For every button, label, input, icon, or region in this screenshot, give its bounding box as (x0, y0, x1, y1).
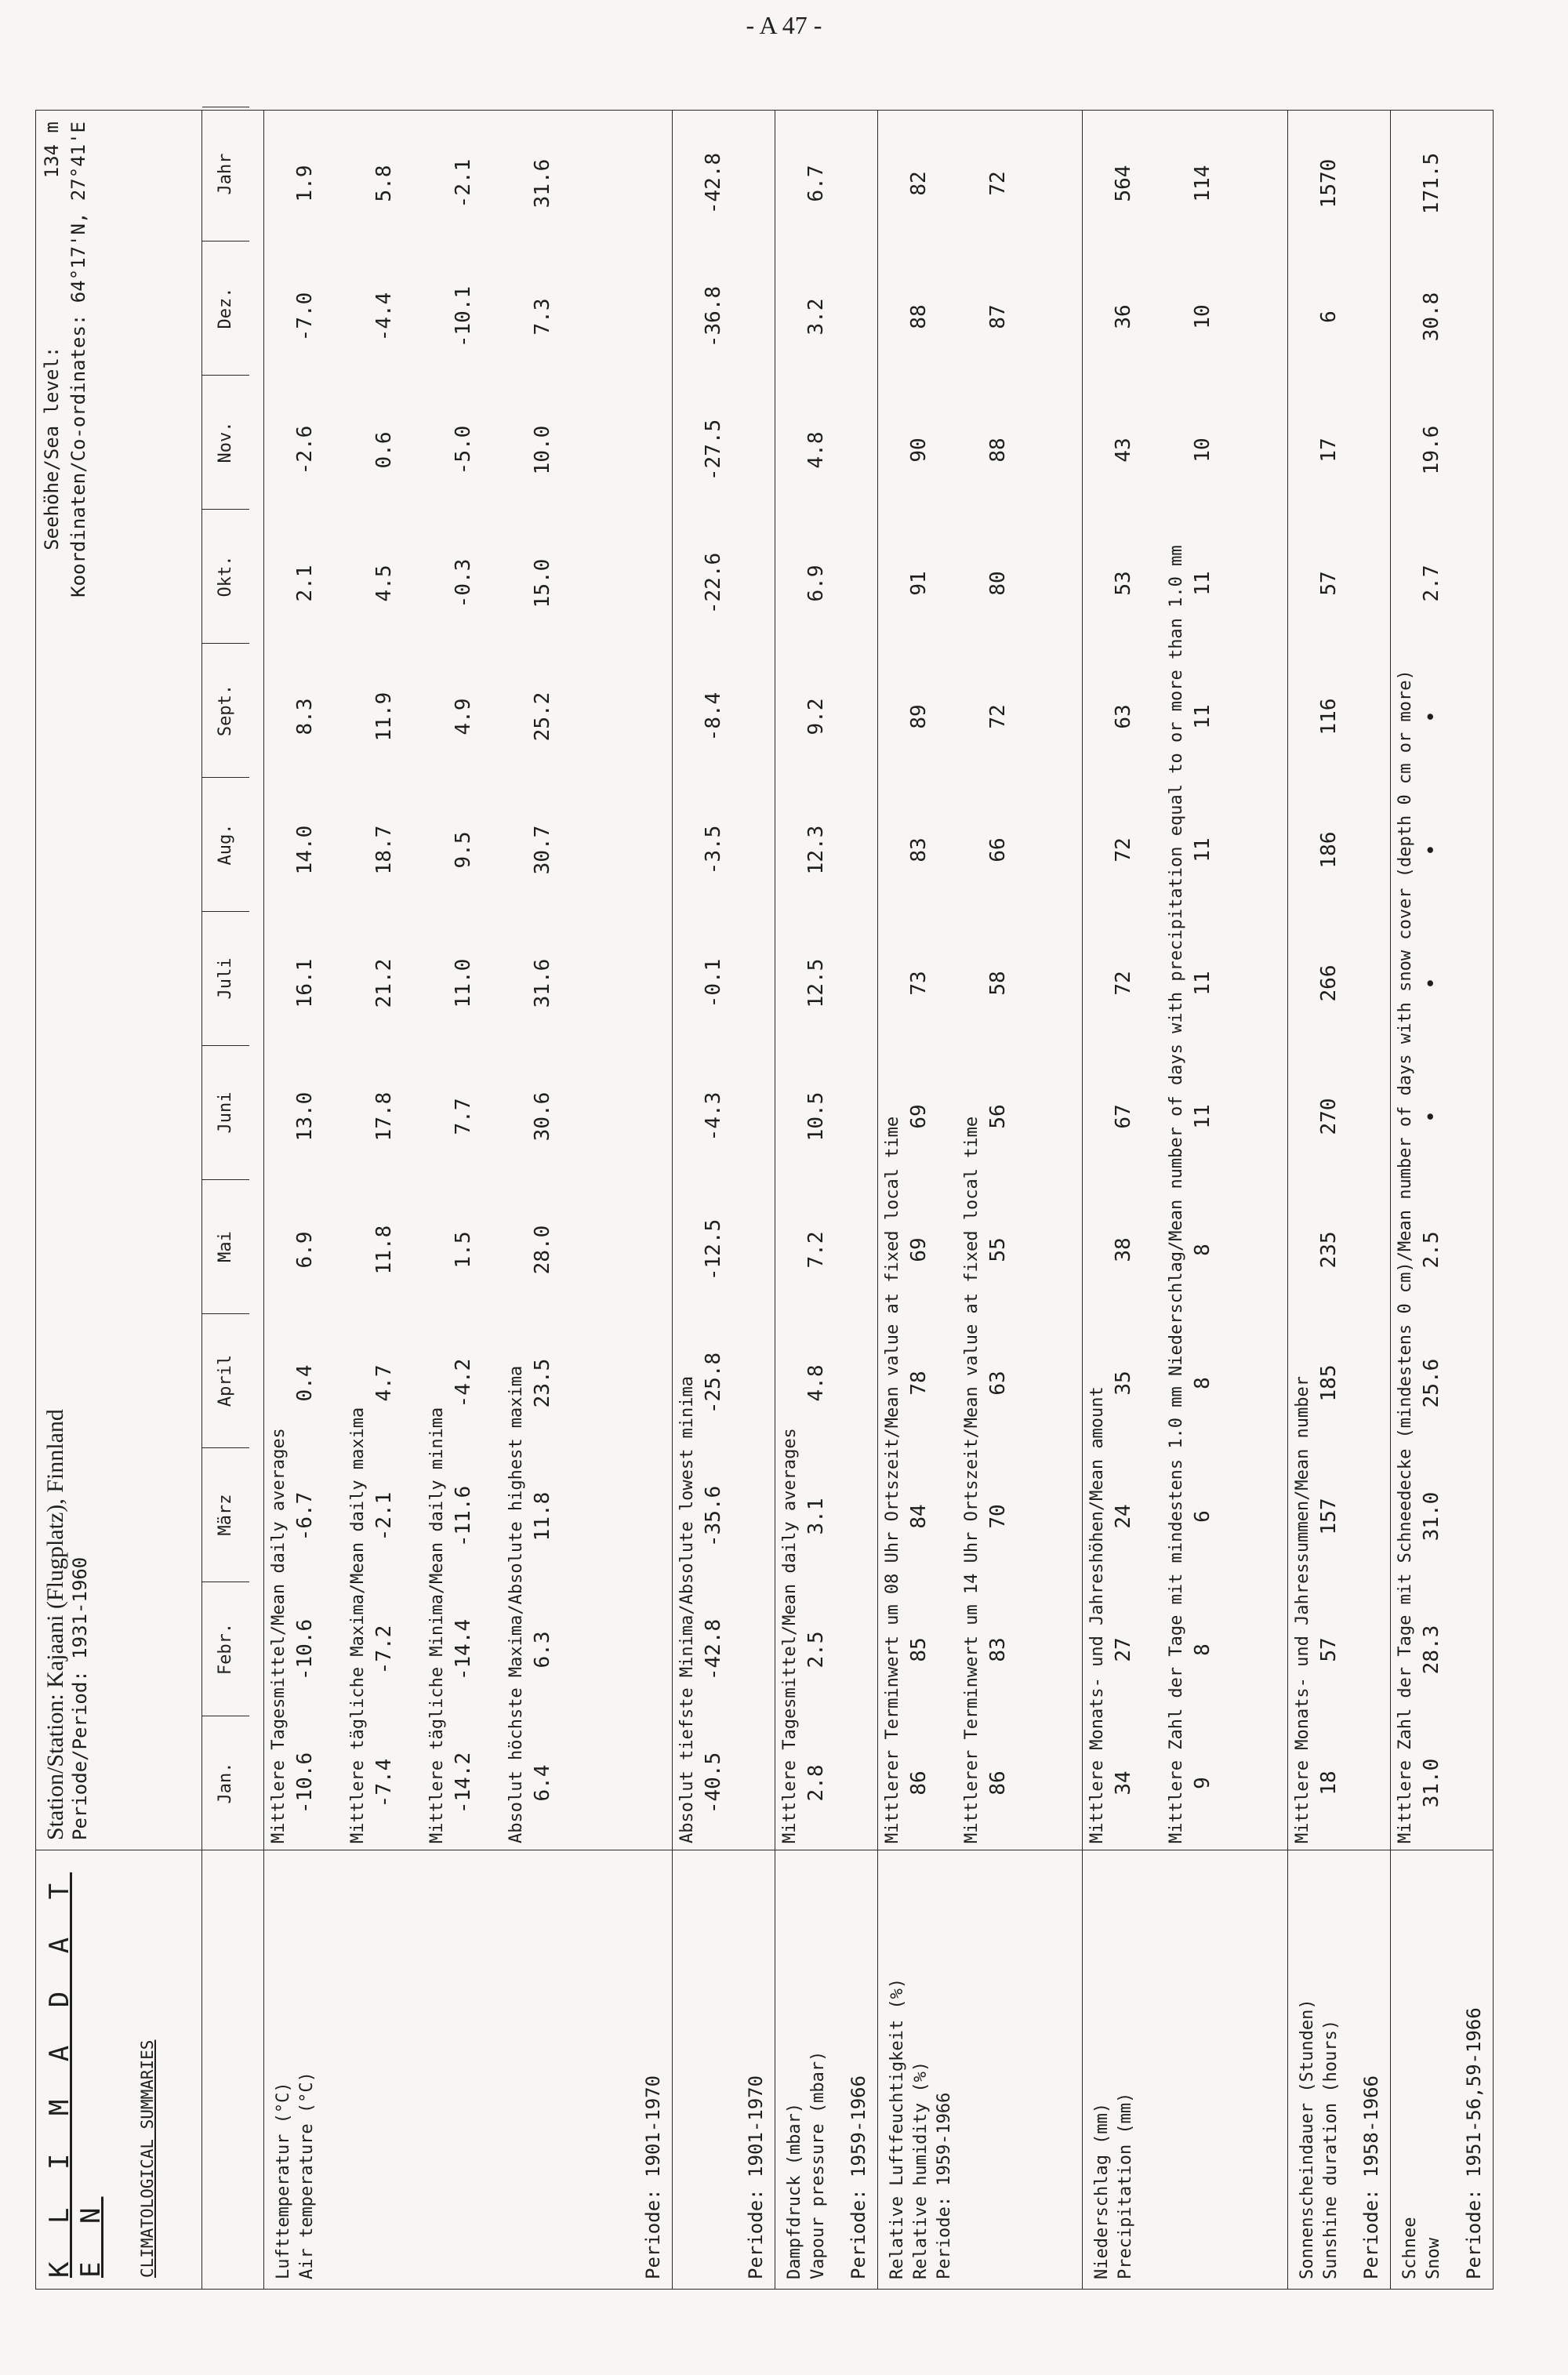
section-label (878, 1850, 1083, 2290)
table-row (1317, 111, 1341, 1850)
table-cell: 157 (1316, 1498, 1341, 1535)
table-cell: 7.3 (530, 298, 554, 336)
row-caption: Mittlere Monats- und Jahressummen/Mean number (1292, 1375, 1312, 1843)
section-label-line: Lufttemperatur (°C) (273, 2082, 293, 2279)
table-cell: 63 (1112, 704, 1136, 729)
section-label (1390, 1850, 1493, 2290)
table-cell: -35.6 (701, 1485, 725, 1548)
table-row (804, 111, 828, 1850)
table-cell: 4.5 (372, 565, 396, 602)
row-caption: Mittlere Zahl der Tage mit Schneedecke (mindestens 0 cm)/Mean number of days with snow cover (depth 0 cm or more) (1395, 670, 1415, 1843)
table-cell: 2.5 (804, 1631, 828, 1669)
station-name: Station/Station: Kajaani (Flugplatz), Finnland (42, 1409, 68, 1840)
table-cell: 69 (907, 1104, 931, 1129)
table-row (702, 111, 725, 1850)
section-data (672, 111, 775, 1850)
table-cell: 11.0 (451, 958, 475, 1008)
table-row (452, 111, 475, 1850)
table-cell: 56 (986, 1104, 1011, 1129)
sections (263, 111, 1493, 2290)
table-cell: -10.1 (451, 285, 475, 348)
table-cell: 1.5 (451, 1231, 475, 1269)
table-cell: 11 (1191, 971, 1215, 996)
table-cell: 25.2 (530, 692, 554, 742)
table-cell: • (1419, 844, 1443, 856)
table-cell: 11 (1191, 571, 1215, 596)
table-cell: -5.0 (451, 425, 475, 475)
table-cell: 1570 (1316, 158, 1341, 209)
table-cell: 4.7 (372, 1364, 396, 1402)
table-row (293, 111, 317, 1850)
table-cell: 58 (986, 971, 1011, 996)
sea-level: Seehöhe/Sea level: 134 m (41, 122, 63, 550)
row-caption: Mittlere tägliche Maxima/Mean daily maxima (347, 1407, 368, 1843)
table-cell: 24 (1112, 1504, 1136, 1529)
table-cell: -7.4 (372, 1758, 396, 1808)
table-cell: 4.9 (451, 698, 475, 735)
table-cell: 6.9 (804, 565, 828, 602)
section-data (1083, 111, 1287, 1850)
table-cell: 28.0 (530, 1225, 554, 1275)
table-cell: 31.0 (1419, 1758, 1443, 1808)
table-cell: 13.0 (292, 1091, 317, 1142)
table-cell: 31.6 (530, 958, 554, 1008)
table-cell: -8.4 (701, 692, 725, 742)
table-cell: -10.6 (292, 1752, 317, 1814)
column-header: Jahr (202, 107, 249, 241)
table-cell: 78 (907, 1371, 931, 1396)
section-label (263, 1850, 672, 2290)
climate-table (35, 110, 1494, 2290)
section-label-line: Precipitation (mm) (1116, 2092, 1136, 2279)
row-caption: Mittlere Tagesmittel/Mean daily averages (780, 1428, 800, 1843)
row-caption: Mittlerer Terminwert um 08 Uhr Ortszeit/Mean value at fixed local time (883, 1116, 903, 1843)
table-row (907, 111, 931, 1850)
column-header: Jan. (202, 1716, 249, 1850)
table-cell: 11 (1191, 1104, 1215, 1129)
section-label (672, 1850, 775, 2290)
section-data (878, 111, 1083, 1850)
row-caption: Mittlere Zahl der Tage mit mindestens 1.0 mm Niederschlag/Mean number of days with precipitation equal to or more than 1.0 mm (1167, 545, 1187, 1843)
table-cell: 2.8 (804, 1764, 828, 1802)
table-cell: • (1419, 1110, 1443, 1123)
section-period: Periode: 1959-1966 (848, 2075, 870, 2279)
table-cell: 21.2 (372, 958, 396, 1008)
table-cell: 11.8 (530, 1491, 554, 1542)
table-cell: 2.1 (292, 565, 317, 602)
station-header (36, 111, 202, 1850)
table-row (1112, 111, 1135, 1850)
table-cell: -12.5 (701, 1218, 725, 1281)
row-caption: Absolut höchste Maxima/Absolute highest maxima (506, 1365, 526, 1843)
column-header: April (202, 1313, 249, 1447)
table-cell: -7.0 (292, 292, 317, 342)
section-label-line: Vapour pressure (mbar) (808, 2050, 828, 2279)
section-label (1083, 1850, 1287, 2290)
blank-corner (202, 1850, 263, 2290)
table-cell: 31.6 (530, 158, 554, 209)
table-row (531, 111, 554, 1850)
table-cell: 55 (986, 1237, 1011, 1262)
table-title-cell (36, 1850, 202, 2290)
section-label (1287, 1850, 1390, 2290)
table-cell: 116 (1316, 698, 1341, 735)
table-cell: -2.1 (372, 1491, 396, 1542)
section-label-line: Sonnenscheindauer (Stunden) (1297, 1999, 1317, 2279)
table-cell: -22.6 (701, 552, 725, 615)
table-cell: -11.6 (451, 1485, 475, 1548)
table-cell: 72 (986, 171, 1011, 196)
table-cell: 6.4 (530, 1764, 554, 1802)
table-cell: 72 (1112, 971, 1136, 996)
table-cell: 3.2 (804, 298, 828, 336)
section-label-line: Air temperature (°C) (296, 2072, 317, 2279)
station-period: Periode/Period: 1931-1960 (69, 1556, 91, 1840)
column-header: Dez. (202, 241, 249, 375)
table-cell: 6.3 (530, 1631, 554, 1669)
section-label-line: Sunshine duration (hours) (1320, 2019, 1341, 2279)
table-cell: 67 (1112, 1104, 1136, 1129)
table-cell: 63 (986, 1371, 1011, 1396)
table-cell: -7.2 (372, 1625, 396, 1675)
table-cell: 73 (907, 971, 931, 996)
table-cell: -4.2 (451, 1358, 475, 1408)
table-cell: 38 (1112, 1237, 1136, 1262)
table-cell: 88 (907, 304, 931, 329)
table-cell: 72 (1112, 837, 1136, 862)
table-cell: 87 (986, 304, 1011, 329)
section-period: Periode: 1951-56,59-1966 (1463, 2007, 1485, 2279)
table-cell: -0.1 (701, 958, 725, 1008)
table-cell: 30.6 (530, 1091, 554, 1142)
table-row (1420, 111, 1443, 1850)
table-cell: 171.5 (1419, 152, 1443, 215)
table-cell: 14.0 (292, 825, 317, 875)
table-cell: 85 (907, 1637, 931, 1662)
table-cell: 10.5 (804, 1091, 828, 1142)
table-cell: -0.3 (451, 558, 475, 608)
section-period: Periode: 1901-1970 (641, 2075, 664, 2279)
table-cell: -25.8 (701, 1352, 725, 1414)
table-cell: -2.1 (451, 158, 475, 209)
row-caption: Absolut tiefste Minima/Absolute lowest minima (677, 1375, 697, 1843)
section-label (775, 1850, 878, 2290)
table-cell: -40.5 (701, 1752, 725, 1814)
table-cell: 4.8 (804, 1364, 828, 1402)
column-header: Juni (202, 1045, 249, 1179)
table-cell: 25.6 (1419, 1358, 1443, 1408)
table-cell: 0.6 (372, 431, 396, 469)
table-cell: 7.2 (804, 1231, 828, 1269)
table-cell: 1.9 (292, 165, 317, 202)
table-cell: 0.4 (292, 1364, 317, 1402)
table-cell: 7.7 (451, 1098, 475, 1135)
table-cell: 9.5 (451, 831, 475, 869)
table-cell: -4.3 (701, 1091, 725, 1142)
table-cell: • (1419, 977, 1443, 990)
table-cell: -27.5 (701, 419, 725, 481)
table-cell: 17.8 (372, 1091, 396, 1142)
column-header: Sept. (202, 643, 249, 777)
table-cell: 30.7 (530, 825, 554, 875)
table-cell: 11.9 (372, 692, 396, 742)
row-caption: Mittlere tägliche Minima/Mean daily minima (426, 1407, 447, 1843)
section-label-line: Snow (1423, 2238, 1443, 2279)
table-cell: 36 (1112, 304, 1136, 329)
table-cell: 185 (1316, 1364, 1341, 1402)
table-cell: 57 (1316, 1637, 1341, 1662)
month-header-row (202, 111, 249, 1850)
table-row (372, 111, 396, 1850)
climate-table-rotated (35, 110, 1494, 2290)
table-cell: 266 (1316, 964, 1341, 1002)
table-cell: 10.0 (530, 425, 554, 475)
table-cell: 564 (1112, 165, 1136, 202)
table-cell: -14.2 (451, 1752, 475, 1814)
row-caption: Mittlerer Terminwert um 14 Uhr Ortszeit/Mean value at fixed local time (962, 1116, 982, 1843)
table-cell: 12.5 (804, 958, 828, 1008)
table-cell: 114 (1191, 165, 1215, 202)
table-cell: 31.0 (1419, 1491, 1443, 1542)
table-cell: 69 (907, 1237, 931, 1262)
table-cell: 2.7 (1419, 565, 1443, 602)
table-cell: 6.9 (292, 1231, 317, 1269)
table-cell: 91 (907, 571, 931, 596)
table-cell: -4.4 (372, 292, 396, 342)
table-cell: -2.6 (292, 425, 317, 475)
table-cell: 70 (986, 1504, 1011, 1529)
table-cell: • (1419, 710, 1443, 723)
page-subtitle: CLIMATOLOGICAL SUMMARIES (138, 2039, 157, 2278)
table-cell: 72 (986, 704, 1011, 729)
table-cell: 18 (1316, 1770, 1341, 1796)
table-cell: 19.6 (1419, 425, 1443, 475)
table-cell: 34 (1112, 1770, 1136, 1796)
table-row (986, 111, 1010, 1850)
section-data (775, 111, 878, 1850)
table-cell: 12.3 (804, 825, 828, 875)
table-cell: -3.5 (701, 825, 725, 875)
table-cell: -10.6 (292, 1618, 317, 1681)
section-data (1287, 111, 1390, 1850)
table-cell: 30.8 (1419, 292, 1443, 342)
table-cell: 89 (907, 704, 931, 729)
table-cell: 2.5 (1419, 1231, 1443, 1269)
column-header: Mai (202, 1179, 249, 1313)
table-cell: 17 (1316, 438, 1341, 463)
column-header: Juli (202, 911, 249, 1045)
table-cell: 9.2 (804, 698, 828, 735)
table-cell: 11 (1191, 837, 1215, 862)
table-cell: 27 (1112, 1637, 1136, 1662)
table-cell: 66 (986, 837, 1011, 862)
section-label-line: Niederschlag (mm) (1092, 2102, 1112, 2279)
table-cell: 88 (986, 438, 1011, 463)
table-cell: 8 (1191, 1244, 1215, 1256)
section-data (1390, 111, 1493, 1850)
table-cell: 4.8 (804, 431, 828, 469)
section-period: Periode: 1958-1966 (1359, 2075, 1382, 2279)
table-cell: 5.8 (372, 165, 396, 202)
table-cell: 186 (1316, 831, 1341, 869)
table-cell: 23.5 (530, 1358, 554, 1408)
table-cell: 28.3 (1419, 1625, 1443, 1675)
table-cell: 15.0 (530, 558, 554, 608)
column-header: Okt. (202, 509, 249, 643)
column-header: Febr. (202, 1582, 249, 1716)
table-cell: 10 (1191, 438, 1215, 463)
table-cell: 90 (907, 438, 931, 463)
column-header: Aug. (202, 777, 249, 911)
section-label-line: Periode: 1959-1966 (935, 2092, 955, 2279)
table-cell: -42.8 (701, 152, 725, 215)
table-cell: 9 (1191, 1777, 1215, 1789)
section-period: Periode: 1901-1970 (745, 2075, 767, 2279)
table-cell: 18.7 (372, 825, 396, 875)
table-cell: 53 (1112, 571, 1136, 596)
table-cell: -36.8 (701, 285, 725, 348)
table-cell: 82 (907, 171, 931, 196)
table-cell: 6.7 (804, 165, 828, 202)
table-cell: 10 (1191, 304, 1215, 329)
table-cell: 6 (1191, 1510, 1215, 1523)
table-cell: 16.1 (292, 958, 317, 1008)
month-header (202, 111, 263, 1850)
table-cell: 3.1 (804, 1498, 828, 1535)
column-header: März (202, 1447, 249, 1582)
table-cell: 8.3 (292, 698, 317, 735)
section-data (263, 111, 672, 1850)
row-caption: Mittlere Monats- und Jahreshöhen/Mean amount (1087, 1386, 1108, 1843)
table-cell: 57 (1316, 571, 1341, 596)
section-label-line: Schnee (1399, 2217, 1420, 2279)
table-cell: 35 (1112, 1371, 1136, 1396)
table-cell: 43 (1112, 438, 1136, 463)
table-cell: -42.8 (701, 1618, 725, 1681)
page-title: K L I M A D A T E N (44, 1872, 107, 2278)
column-header: Nov. (202, 375, 249, 509)
coordinates: Koordinaten/Co-ordinates: 64°17'N, 27°41'E (67, 122, 89, 597)
table-cell: 86 (907, 1770, 931, 1796)
table-cell: 83 (907, 837, 931, 862)
table-cell: 11 (1191, 704, 1215, 729)
section-label-line: Dampfdruck (mbar) (785, 2102, 804, 2279)
table-cell: 80 (986, 571, 1011, 596)
table-cell: 8 (1191, 1643, 1215, 1656)
table-cell: 11.8 (372, 1225, 396, 1275)
section-label-line: Relative Luftfeuchtigkeit (%) (887, 1977, 908, 2279)
row-caption: Mittlere Tagesmittel/Mean daily averages (268, 1428, 289, 1843)
table-cell: 86 (986, 1770, 1011, 1796)
table-cell: 6 (1316, 310, 1341, 323)
section-label-line: Relative humidity (%) (911, 2061, 931, 2279)
page-number: - A 47 - (746, 11, 822, 39)
table-cell: 8 (1191, 1377, 1215, 1389)
table-cell: -14.4 (451, 1618, 475, 1681)
table-cell: 84 (907, 1504, 931, 1529)
table-row (1191, 111, 1214, 1850)
table-cell: 83 (986, 1637, 1011, 1662)
table-cell: 270 (1316, 1098, 1341, 1135)
table-cell: 235 (1316, 1231, 1341, 1269)
table-cell: -6.7 (292, 1491, 317, 1542)
